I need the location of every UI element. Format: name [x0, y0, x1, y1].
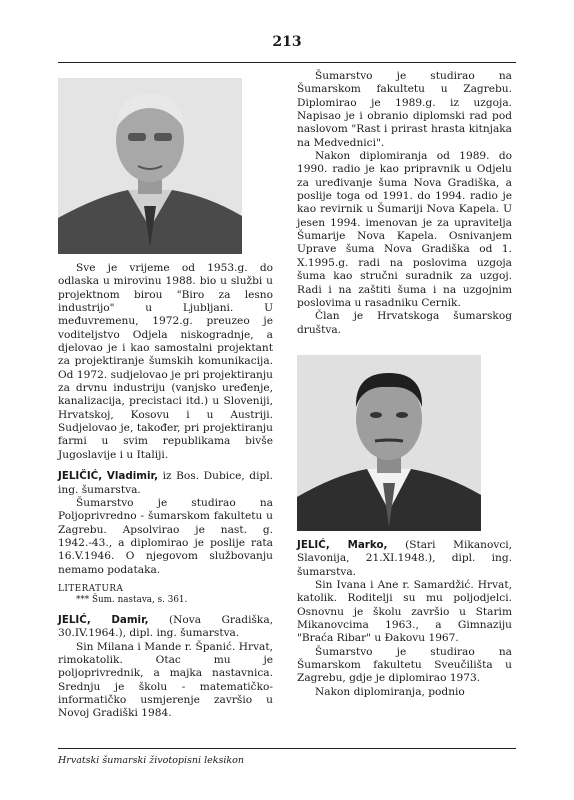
entry-paragraph: Nakon diplomiranja od 1989. do 1990. radio je kao pripravnik u Odjelu za uređivanje šuma Nova Gradiška, a poslije toga od 1991. do 1994. radio je kao revirnik u Šumariji Nova Kapela. U jesen 1994. imenovan je za upravitelja Šumarije Nova Kapela. Osnivanjem Uprave šuma Nova Gradiška od 1. X.1995.g. radi na poslovima uzgoja šuma kao stručni suradnik za uzgoj. Radi i na zaštiti šuma i na uzgojnim poslovima u rasadniku Cernik.: [297, 150, 512, 309]
entry-jelic-damir: [58, 614, 273, 721]
page-number: 213: [272, 34, 302, 50]
left-column: [58, 78, 273, 721]
header-rule: [58, 62, 516, 63]
entry-heading: (Nova Gradiška, 30.IV.1964.), dipl. ing. šumarstva.: [58, 613, 273, 640]
right-column: [297, 70, 512, 699]
entry-paragraph: Šumarstvo je studirao na Šumarskom fakultetu Sveučilišta u Zagrebu, gdje je diplomirao 1973.: [297, 645, 512, 685]
entry-name: JELIČIĆ, Vladimir,: [58, 470, 158, 483]
portrait-photo-1: [58, 78, 242, 254]
portrait-photo-2: [297, 355, 481, 531]
entry-paragraph: Šumarstvo je studirao na Šumarskom fakultetu u Zagrebu. Diplomirao je 1989.g. iz uzgoja. Napisao je i obranio diplomski rad pod naslovom "Rast i prirast hrasta kitnjaka na Medvednici".: [297, 70, 512, 149]
entry-paragraph: Član je Hrvatskoga šumarskog društva.: [297, 310, 512, 336]
entry-paragraph: Šumarstvo je studirao na Poljoprivredno - šumarskom fakultetu u Zagrebu. Apsolvirao je nast. g. 1942.-43., a diplomirao je poslije rata 16.V.1946. O njegovom službovanju nemamo podataka.: [58, 496, 273, 576]
footer-title: Hrvatski šumarski životopisni leksikon: [58, 755, 245, 766]
literature-item: *** Šum. nastava, s. 361.: [76, 594, 188, 605]
entry-heading: (Stari Mikanovci, Slavonija, 21.XI.1948.), dipl. ing. šumarstva.: [297, 538, 513, 578]
entry-name: JELIĆ, Marko,: [297, 538, 388, 551]
entry-heading: iz Bos. Dubice, dipl. ing. šumarstva.: [58, 470, 274, 496]
entry-paragraph: Nakon diplomiranja, podnio: [315, 685, 465, 698]
literature-title: LITERATURA: [58, 583, 124, 594]
entry-paragraph: Sin Milana i Mande r. Španić. Hrvat, rimokatolik. Otac mu je poljoprivrednik, a majka nastavnica. Srednju je školu - matematičko-informatičko usmjerenje završio u Novoj Gradiški 1984.: [58, 640, 273, 720]
entry-continuation-text: Sve je vrijeme od 1953.g. do odlaska u mirovinu 1988. bio u službi u projektnom birou "Biro za lesno industrijo" u Ljubljani. U međuvremenu, 1972.g. preuzeo je voditeljstvo Odjela niskogradnje, a djelovao je i kao samostalni projektant za projektiranje šumskih komunikacija. Od 1972. sudjelovao je pri projektiranju za drvnu industriju (vanjsko uređenje, kanalizacija, precistaci itd.) u Sloveniji, Hrvatskoj, Kosovu i u Austriji. Sudjelovao je, također, pri projektiranju farmi u svim republikama bivše Jugoslavije i u Italiji.: [58, 262, 273, 461]
entry-name: JELIĆ, Damir,: [58, 613, 149, 626]
entry-jelic-marko: [297, 539, 512, 699]
literature-block: [58, 584, 273, 606]
footer-rule: [58, 748, 516, 749]
entry-paragraph: Sin Ivana i Ane r. Samardžić. Hrvat, katolik. Roditelji su mu poljodjelci. Osnovnu je školu završio u Starim Mikanovcima 1963., a Gimnaziju "Braća Ribar" u Đakovu 1967.: [297, 578, 512, 645]
entry-jelicic-vladimir: [58, 470, 273, 606]
